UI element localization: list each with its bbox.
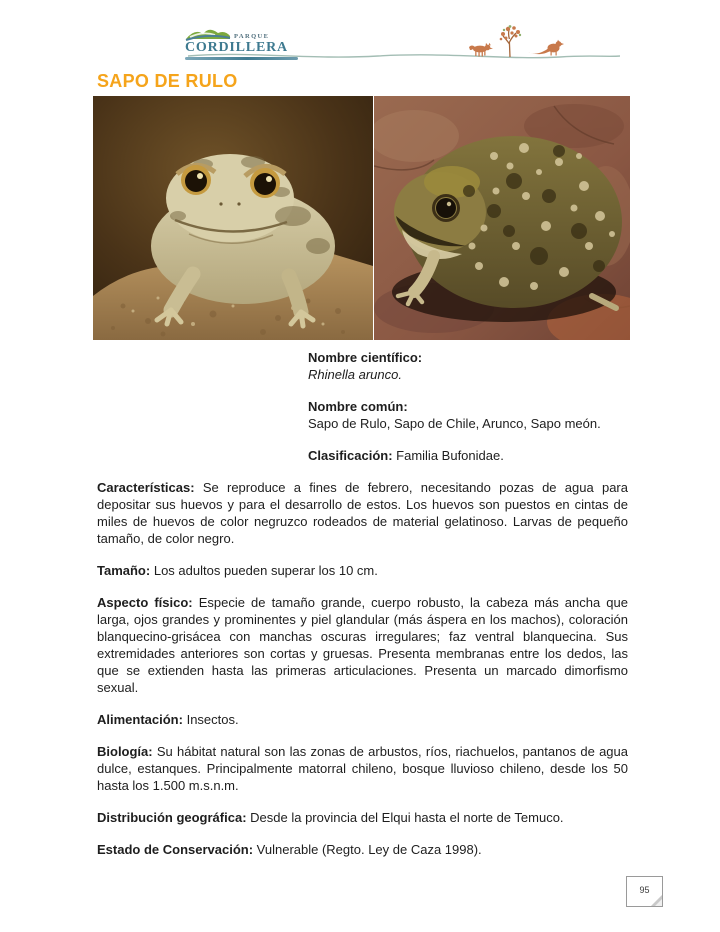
section-label: Biología:: [97, 744, 153, 759]
section-alimentacion: [97, 711, 628, 728]
section-text: Desde la provincia del Elqui hasta el norte de Temuco.: [250, 810, 564, 825]
scientific-name-value: Rhinella arunco.: [308, 367, 402, 382]
section-label: Características:: [97, 480, 195, 495]
section-text: Su hábitat natural son las zonas de arbustos, ríos, riachuelos, pantanos de agua dulce, estanques. Principalmente matorral chileno, bosque lluvioso chileno, desde los 50 hasta los 1.500 m.s.n.m.: [97, 744, 628, 793]
page-number: 95: [639, 884, 650, 895]
section-text: Especie de tamaño grande, cuerpo robusto, la cabeza más ancha que larga, ojos grandes y prominentes y piel glandular (más áspera en los machos), coloración blanquecino-grisácea con manchas oscuras irregulares; faz ventral blanquecina. Sus extremidades anteriores son cortas y gruesas. Presenta membranas entre los dedos, las que se extienden hasta las primeras articulaciones. Presenta un marcado dimorfismo sexual.: [97, 595, 628, 695]
page-corner-fold-highlight: [655, 899, 662, 906]
common-name-value: Sapo de Rulo, Sapo de Chile, Arunco, Sapo meón.: [308, 416, 601, 431]
photo-strip: [93, 96, 630, 340]
fox-icon: [468, 40, 494, 57]
section-biologia: [97, 743, 628, 794]
section-label: Alimentación:: [97, 712, 183, 727]
section-text: Insectos.: [186, 712, 239, 727]
page-title: SAPO DE RULO: [97, 71, 238, 91]
scientific-name-label: Nombre científico:: [308, 350, 423, 365]
common-name-label: Nombre común:: [308, 399, 408, 414]
logo-cordillera-text: CORDILLERA: [185, 40, 288, 55]
page-number-box: [626, 876, 663, 907]
article-body: [97, 349, 628, 873]
tree-icon: [496, 24, 524, 57]
section-aspecto-fisico: [97, 594, 628, 696]
classification-value: Familia Bufonidae.: [396, 448, 504, 463]
section-tamano: [97, 562, 628, 579]
toad-photo-side: [374, 96, 630, 340]
squirrel-icon: [528, 38, 564, 57]
logo-parque-text: PARQUE: [234, 33, 270, 40]
scientific-name-block: [308, 349, 628, 383]
classification-label: Clasificación:: [308, 448, 393, 463]
section-text: Vulnerable (Regto. Ley de Caza 1998).: [256, 842, 482, 857]
section-label: Aspecto físico:: [97, 595, 193, 610]
section-label: Tamaño:: [97, 563, 151, 578]
section-label: Estado de Conservación:: [97, 842, 254, 857]
section-distribucion-geografica: [97, 809, 628, 826]
section-estado-conservacion: [97, 841, 628, 858]
section-label: Distribución geográfica:: [97, 810, 247, 825]
common-name-block: [308, 398, 628, 432]
classification-block: [308, 447, 628, 464]
section-text: Se reproduce a fines de febrero, necesitando pozas de agua para depositar sus huevos y para el desarrollo de estos. Los huevos son puestos en cintas de miles de huevos de color negruzco rodeados de material gelatinoso. Larvas de pequeño tamaño, de color negro.: [97, 480, 628, 546]
toad-photo-front: [93, 96, 373, 340]
section-text: Los adultos pueden superar los 10 cm.: [153, 563, 378, 578]
section-caracteristicas: [97, 479, 628, 547]
